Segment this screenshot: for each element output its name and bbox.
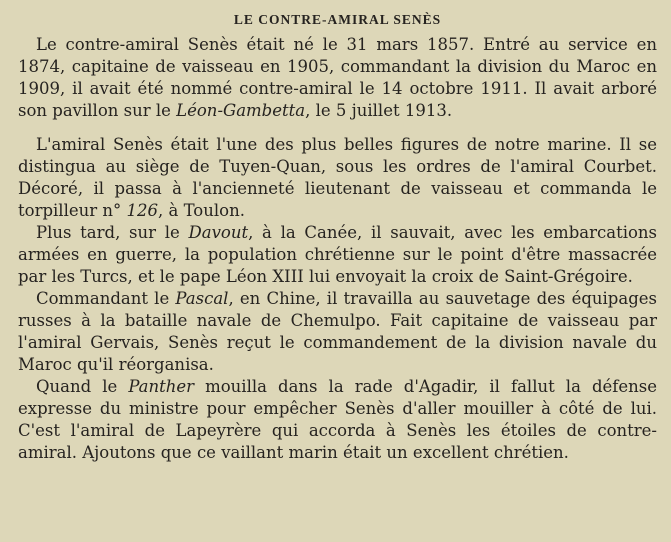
ship-name-panther: Panther	[128, 377, 195, 396]
p4-text-1: Quand le	[36, 377, 129, 396]
p1-text-1: L'amiral Senès était l'une des plus belles figures de notre marine. Il se distingua au siège de Tuyen-Quan, sous les ordres de l'amiral Courbet. Décoré, il passa à l'ancienneté lieutenant de vaisseau et commanda le torpilleur n°	[18, 135, 657, 220]
intro-text-1: Le contre-amiral Senès était né le 31 mars 1857. Entré au service en 1874, capitaine de vaisseau en 1905, commandant la division du Maroc en 1909, il avait été nommé contre-amiral le 14 octobre 1911. Il avait arboré son pavillon sur le	[18, 35, 657, 120]
ship-name-pascal: Pascal	[175, 289, 229, 308]
ship-name-leon-gambetta: Léon-Gambetta	[176, 101, 306, 120]
article-title: LE CONTRE-AMIRAL SENÈS	[233, 12, 442, 27]
intro-text-2: , le 5 juillet 1913.	[305, 101, 453, 120]
paragraph-3	[18, 288, 657, 376]
p3-text-2: , en Chine, il travailla au sauvetage des équipages russes à la bataille navale de Chemulpo. Fait capitaine de vaisseau par l'amiral Gervais, Senès reçut le commandement de la division navale du Maroc qu'il réorganisa.	[18, 289, 657, 374]
p4-text-2: mouilla dans la rade d'Agadir, il fallut la défense expresse du ministre pour empêcher Senès d'aller mouiller à côté de lui. C'est l'amiral de Lapeyrère qui accorda à Senès les étoiles de contre-amiral. Ajoutons que ce vaillant marin était un excellent chrétien.	[18, 377, 657, 462]
p2-text-1: Plus tard, sur le	[36, 223, 189, 242]
p3-text-1: Commandant le	[36, 289, 176, 308]
p1-text-2: , à Toulon.	[158, 201, 245, 220]
intro-paragraph	[18, 34, 657, 122]
ship-name-davout: Davout	[188, 223, 249, 242]
paragraph-1	[18, 134, 657, 222]
p2-text-2: , à la Canée, il sauvait, avec les embarcations armées en guerre, la population chrétienne sur le point d'être massacrée par les Turcs, et le pape Léon XIII lui envoyait la croix de Saint-Grégoire.	[18, 223, 658, 286]
paragraph-2	[18, 222, 657, 288]
paragraph-4	[18, 376, 657, 464]
torpedo-boat-number: 126	[126, 201, 158, 220]
